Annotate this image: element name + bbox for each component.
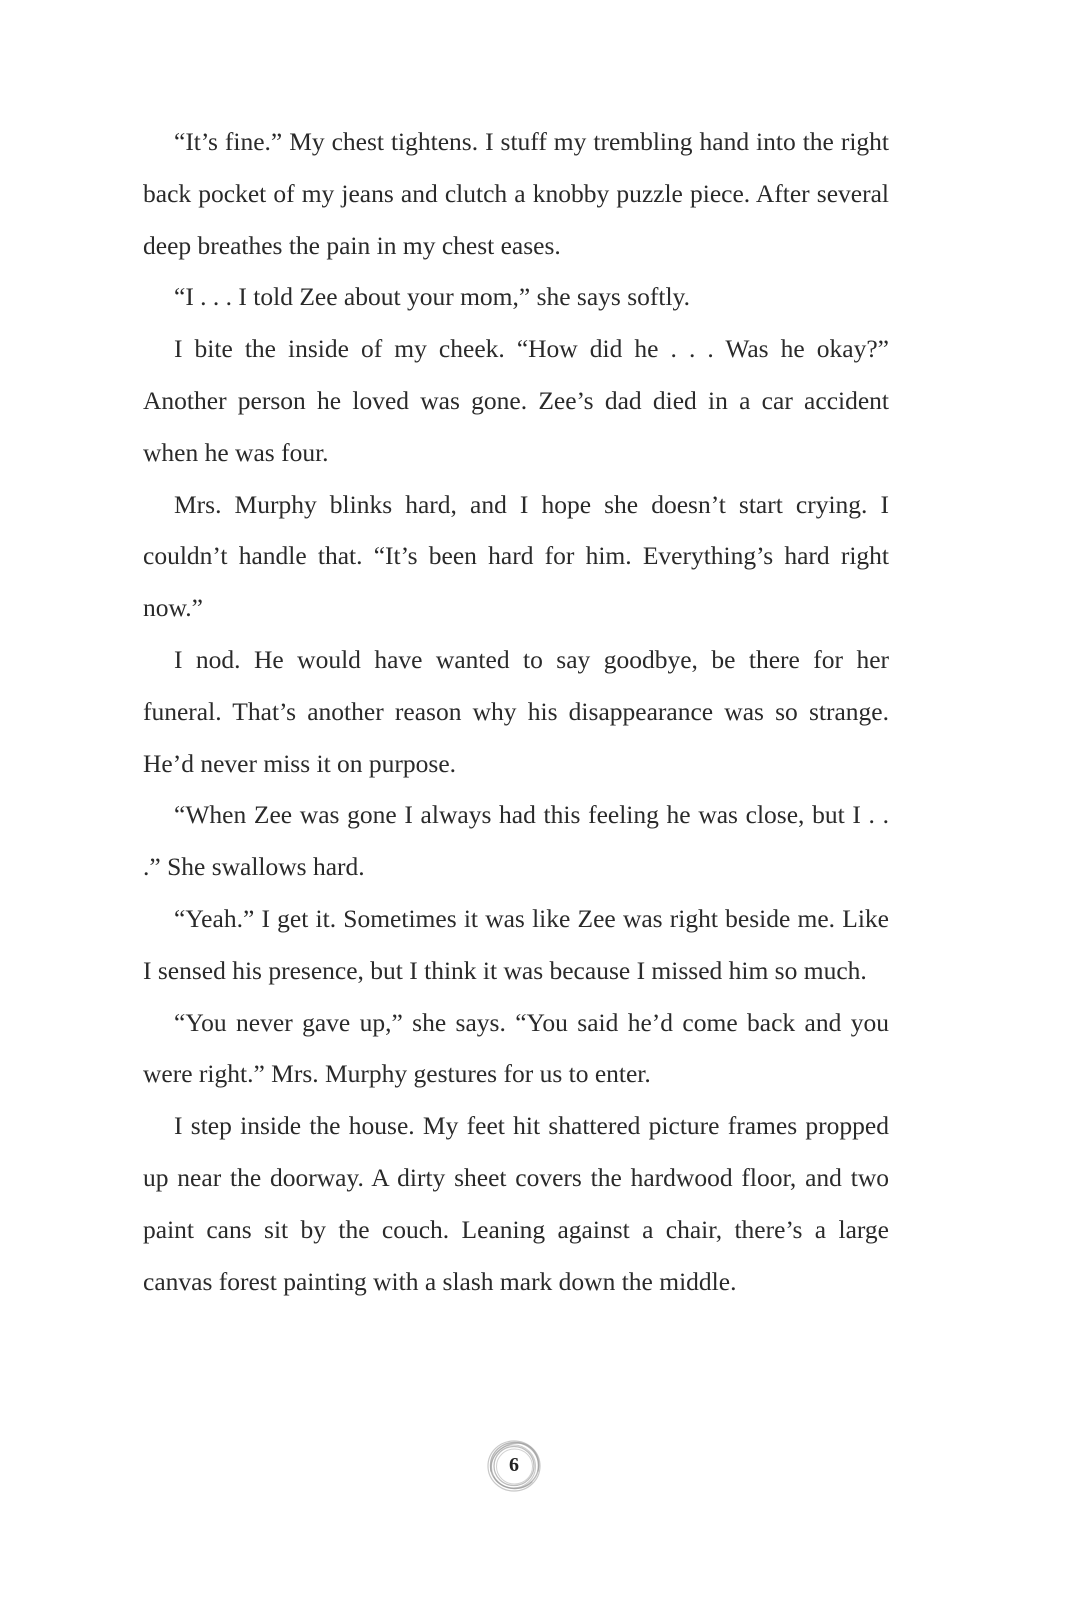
page-number-ornament [485, 1437, 543, 1495]
body-text [143, 116, 889, 1307]
paragraph: I step inside the house. My feet hit shattered picture frames propped up near the doorway. A dirty sheet covers the hardwood floor, and two paint cans sit by the couch. Leaning against a chair, there’s a large canvas forest painting with a slash mark down the middle. [143, 1111, 889, 1296]
paragraph: “You never gave up,” she says. “You said he’d come back and you were right.” Mrs. Murphy gestures for us to enter. [143, 1007, 889, 1089]
paragraph: “It’s fine.” My chest tightens. I stuff my trembling hand into the right back pocket of my jeans and clutch a knobby puzzle piece. After several deep breathes the pain in my chest eases. [143, 127, 889, 260]
paragraph: “I . . . I told Zee about your mom,” she says softly. [174, 282, 691, 312]
paragraph: “When Zee was gone I always had this feeling he was close, but I . . .” She swallows hard. [143, 800, 889, 882]
paragraph: I nod. He would have wanted to say goodbye, be there for her funeral. That’s another reason why his disappearance was so strange. He’d never miss it on purpose. [143, 644, 889, 778]
page-number: 6 [509, 1454, 519, 1476]
paragraph: Mrs. Murphy blinks hard, and I hope she doesn’t start crying. I couldn’t handle that. “It’s been hard for him. Everything’s hard right now.” [143, 489, 889, 623]
paragraph: “Yeah.” I get it. Sometimes it was like Zee was right beside me. Like I sensed his presence, but I think it was because I missed him so much. [143, 903, 889, 985]
paragraph: I bite the inside of my cheek. “How did he . . . Was he okay?” Another person he loved was gone. Zee’s dad died in a car accident when he was four. [143, 334, 889, 467]
